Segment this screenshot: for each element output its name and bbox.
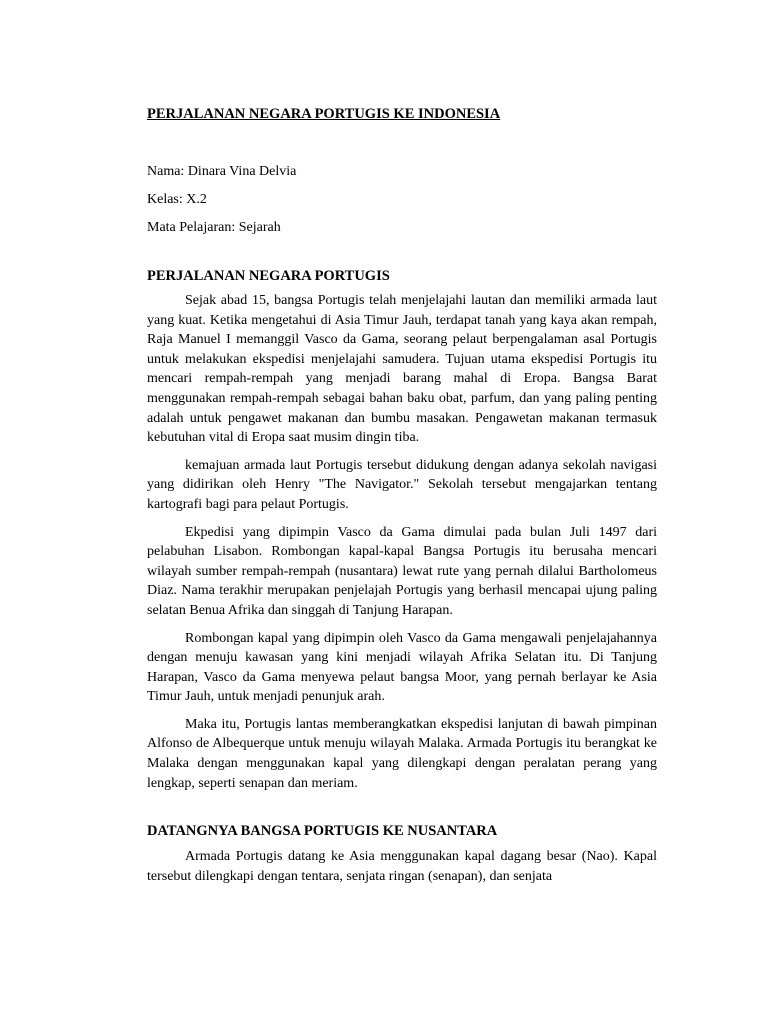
- paragraph: Rombongan kapal yang dipimpin oleh Vasco da Gama mengawali penjelajahannya dengan menuju kawasan yang kini menjadi wilayah Afrika Selatan itu. Di Tanjung Harapan, Vasco da Gama menyewa pelaut bangsa Moor, yang pernah berlayar ke Asia Timur Jauh, untuk menjadi penunjuk arah.: [147, 630, 657, 705]
- student-class: Kelas: X.2: [147, 192, 207, 207]
- student-name: Nama: Dinara Vina Delvia: [147, 164, 297, 179]
- paragraph: Sejak abad 15, bangsa Portugis telah menjelajahi lautan dan memiliki armada laut yang kuat. Ketika mengetahui di Asia Timur Jauh, terdapat tanah yang kaya akan rempah, Raja Manuel I memanggil Vasco da Gama, seorang pelaut berpengalaman asal Portugis untuk melakukan ekspedisi menjelajahi samudera. Tujuan utama ekspedisi Portugis itu mencari rempah-rempah yang menjadi barang mahal di Eropa. Bangsa Barat menggunakan rempah-rempah sebagai bahan baku obat, parfum, dan yang paling penting adalah untuk pengawet makanan dan bumbu masakan. Pengawetan makanan termasuk kebutuhan vital di Eropa saat musim dingin tiba.: [147, 293, 657, 446]
- section-heading-perjalanan: PERJALANAN NEGARA PORTUGIS: [147, 268, 390, 284]
- paragraph: Armada Portugis datang ke Asia menggunakan kapal dagang besar (Nao). Kapal tersebut dilengkapi dengan tentara, senjata ringan (senapan), dan senjata: [147, 849, 657, 884]
- document-title: PERJALANAN NEGARA PORTUGIS KE INDONESIA: [147, 106, 501, 122]
- paragraph: Maka itu, Portugis lantas memberangkatkan ekspedisi lanjutan di bawah pimpinan Alfonso de Albequerque untuk menuju wilayah Malaka. Armada Portugis itu berangkat ke Malaka dengan menggunakan kapal yang dilengkapi dengan peralatan perang yang lengkap, seperti senapan dan meriam.: [147, 716, 657, 791]
- student-info: [147, 162, 657, 238]
- subject: Mata Pelajaran: Sejarah: [147, 220, 281, 235]
- section-heading-datangnya: DATANGNYA BANGSA PORTUGIS KE NUSANTARA: [147, 823, 498, 840]
- paragraph: Ekpedisi yang dipimpin Vasco da Gama dimulai pada bulan Juli 1497 dari pelabuhan Lisabon. Rombongan kapal-kapal Bangsa Portugis itu berusaha mencari wilayah sumber rempah-rempah (nusantara) lewat rute yang pernah dilalui Bartholomeus Diaz. Nama terakhir merupakan penjelajah Portugis yang berhasil mencapai ujung paling selatan Benua Afrika dan singgah di Tanjung Harapan.: [147, 524, 657, 618]
- document-page: [147, 104, 657, 886]
- paragraph: kemajuan armada laut Portugis tersebut didukung dengan adanya sekolah navigasi yang didirikan oleh Henry "The Navigator." Sekolah tersebut mengajarkan tentang kartografi bagi para pelaut Portugis.: [147, 457, 657, 512]
